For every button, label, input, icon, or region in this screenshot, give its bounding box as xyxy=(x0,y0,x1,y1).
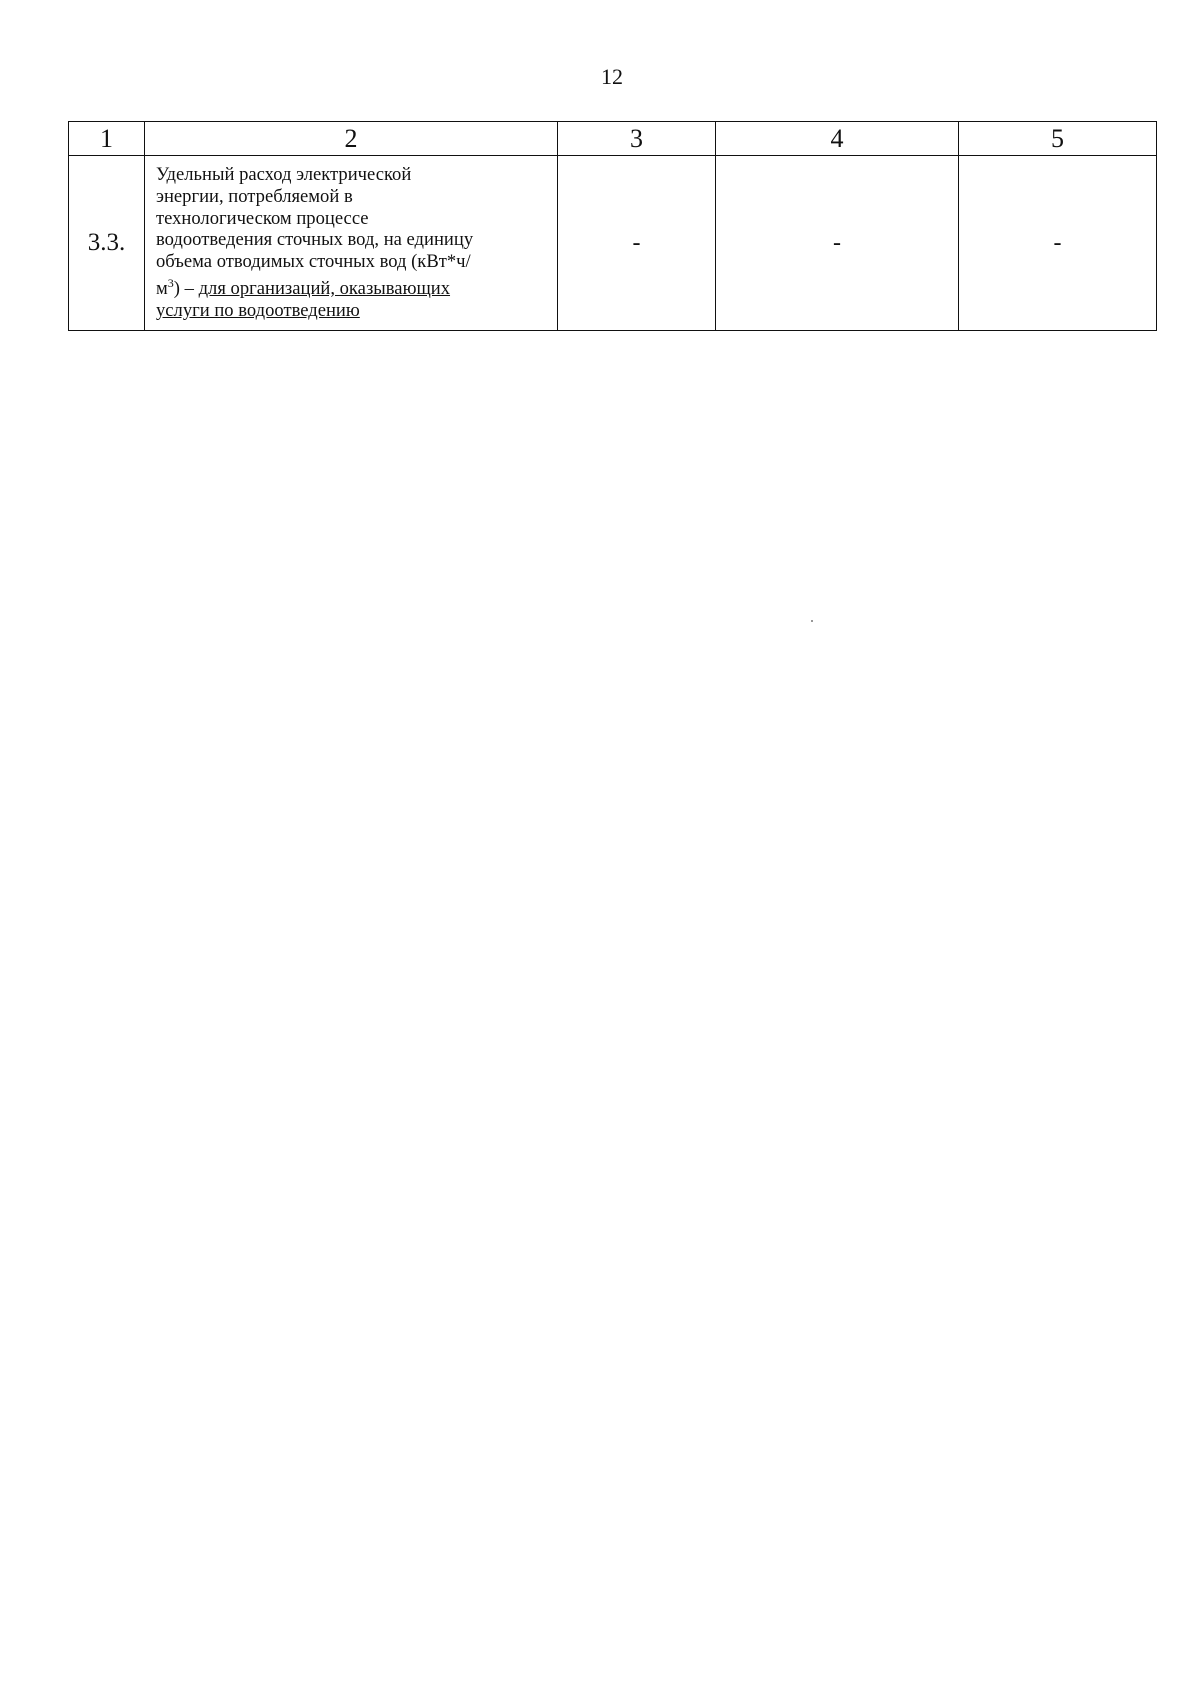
scan-speck xyxy=(811,620,813,622)
value-cell-col4: - xyxy=(716,156,959,331)
description-line xyxy=(156,273,547,300)
indicator-description xyxy=(145,156,558,331)
value-cell-col5: - xyxy=(959,156,1157,331)
description-line: Удельный расход электрической xyxy=(156,164,412,185)
column-header-3: 3 xyxy=(558,122,716,156)
unit-text-end: ) – xyxy=(173,278,199,300)
description-line: объема отводимых сточных вод (кВт*ч/ xyxy=(156,251,471,273)
table-row xyxy=(69,156,1157,331)
column-header-2: 2 xyxy=(145,122,558,156)
column-header-4: 4 xyxy=(716,122,959,156)
description-line: водоотведения сточных вод, на единицу xyxy=(156,229,474,251)
description-line: технологическом процессе xyxy=(156,207,369,229)
column-header-5: 5 xyxy=(959,122,1157,156)
description-line xyxy=(156,300,547,322)
column-header-1: 1 xyxy=(69,122,145,156)
page-number: 12 xyxy=(601,64,623,89)
row-number: 3.3. xyxy=(69,156,145,331)
underlined-scope-text: услуги по водоотведению xyxy=(156,299,360,321)
description-line: энергии, потребляемой в xyxy=(156,185,353,207)
underlined-scope-text: для организаций, оказывающих xyxy=(198,278,451,300)
unit-superscript: 3 xyxy=(167,275,174,290)
value-cell-col3: - xyxy=(558,156,716,331)
indicator-table xyxy=(68,121,1157,331)
table-header-row xyxy=(69,122,1157,156)
unit-text: м xyxy=(156,278,168,300)
